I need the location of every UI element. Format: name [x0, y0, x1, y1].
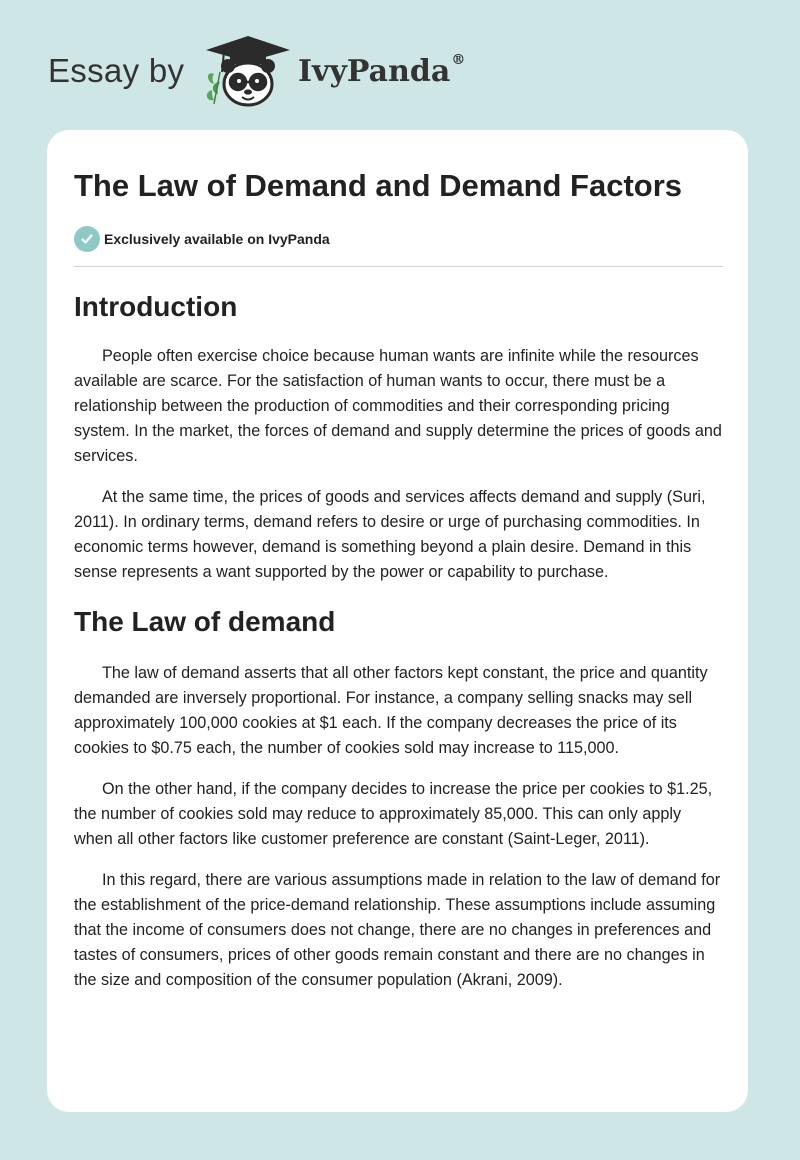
paragraph: The law of demand asserts that all other factors kept constant, the price and quantity demanded are inversely proportional. For instance, a company selling snacks may sell approximately 100,000 cookies at $1 each. If the company decreases the price of its cookies to $0.75 each, the number of cookies sold may increase to 115,000.: [74, 664, 708, 757]
brand-header: [48, 30, 468, 110]
divider: [74, 266, 723, 267]
brand-prefix: Essay by: [48, 52, 185, 89]
exclusive-badge: [74, 225, 723, 253]
check-circle-icon: [74, 226, 100, 252]
paragraph: On the other hand, if the company decides to increase the price per cookies to $1.25, the number of cookies sold may reduce to approximately 85,000. This can only apply when all other factors like customer preference are constant (Saint-Leger, 2011).: [74, 780, 713, 848]
paragraph: People often exercise choice because human wants are infinite while the resources available are scarce. For the satisfaction of human wants to occur, there must be a relationship between the production of commodities and their corresponding pricing system. In the market, the forces of demand and supply determine the prices of goods and services.: [74, 347, 722, 465]
article-card: [47, 130, 748, 1112]
registered-mark: ®: [451, 52, 466, 68]
section-heading-law-of-demand: The Law of demand: [74, 606, 336, 637]
article-content: [74, 165, 723, 993]
paragraph: At the same time, the prices of goods and services affects demand and supply (Suri, 2011). In ordinary terms, demand refers to desire or urge of purchasing commodities. In economic terms however, demand is something beyond a plain desire. Demand in this sense represents a want supported by the power or capability to purchase.: [74, 488, 706, 581]
page-title: The Law of Demand and Demand Factors: [74, 168, 683, 203]
badge-text: Exclusively available on IvyPanda: [104, 231, 330, 247]
panda-logo-icon[interactable]: [200, 30, 296, 110]
paragraph: In this regard, there are various assumptions made in relation to the law of demand for the establishment of the price-demand relationship. These assumptions include assuming that the income of consumers does not change, there are no changes in preferences and tastes of consumers, prices of other goods remain constant and there are no changes in the size and composition of the consumer population (Akrani, 2009).: [74, 871, 721, 989]
section-heading-introduction: Introduction: [74, 291, 238, 322]
brand-name[interactable]: IvyPanda®: [298, 52, 466, 89]
